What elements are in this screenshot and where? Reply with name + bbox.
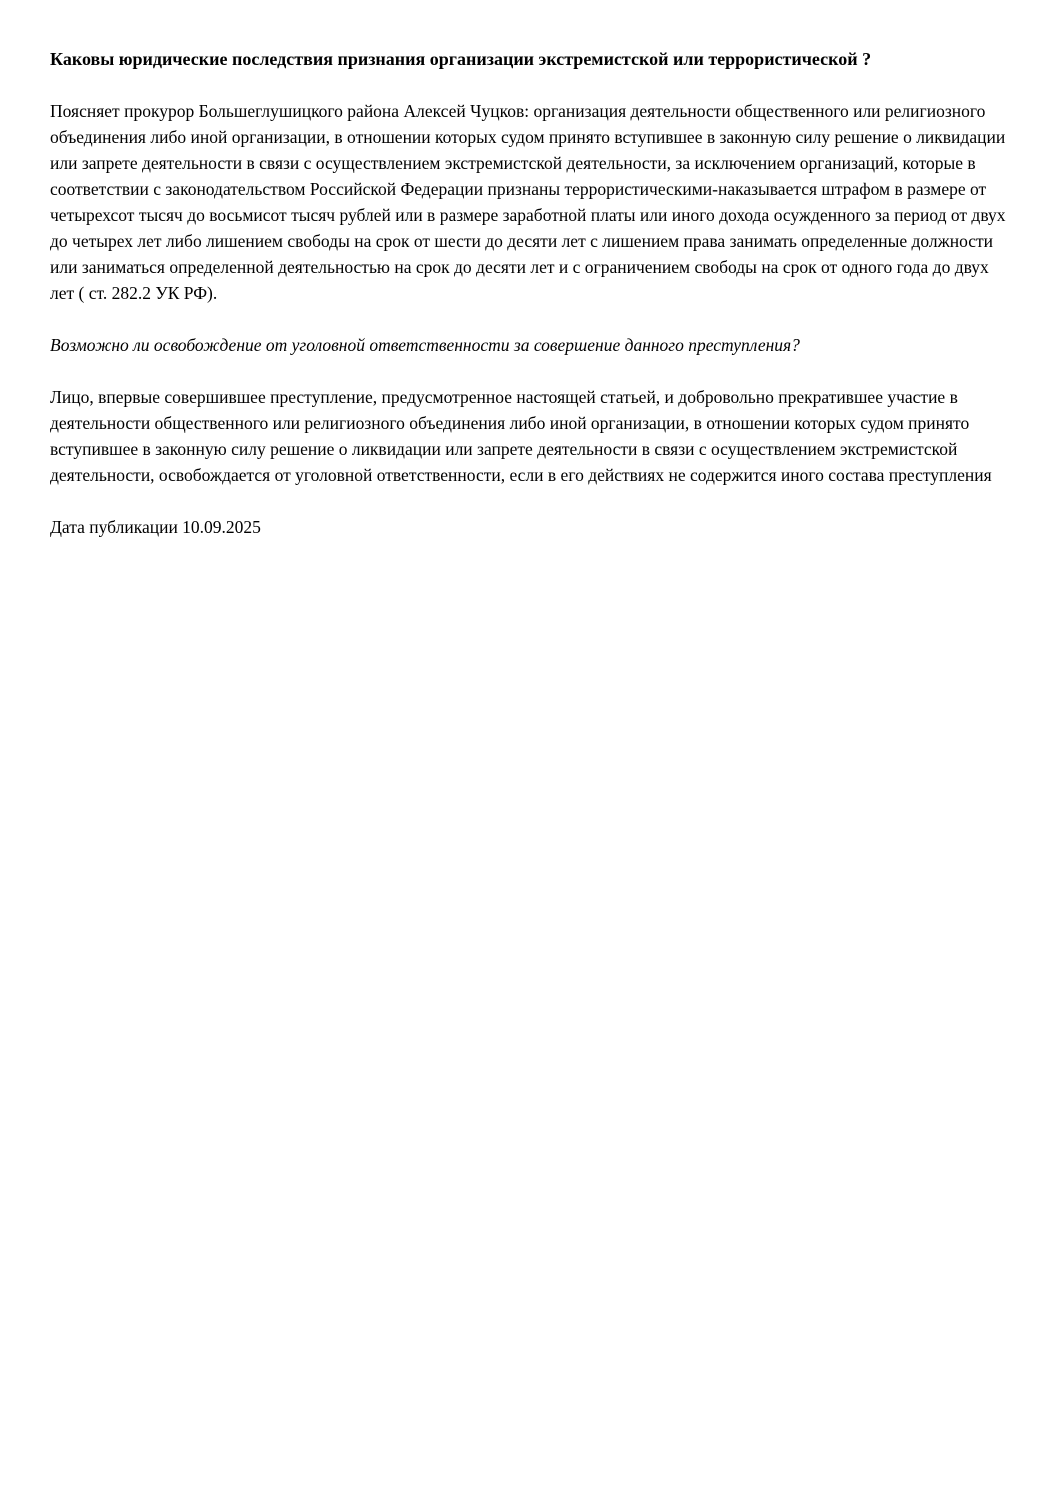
publication-date: Дата публикации 10.09.2025 <box>50 517 261 537</box>
followup-question: Возможно ли освобождение от уголовной ответственности за совершение данного преступления? <box>50 335 800 355</box>
document-title: Каковы юридические последствия признания организации экстремистской или террористической ? <box>50 49 872 69</box>
answer-paragraph: Поясняет прокурор Большеглушицкого района Алексей Чуцков: организация деятельности общественного или религиозного объединения либо иной организации, в отношении которых судом принято вступившее в законную силу решение о ликвидации или запрете деятельности в связи с осуществлением экстремистской деятельности, за исключением организаций, которые в соответствии с законодательством Российской Федерации признаны террористическими-наказывается штрафом в размере от четырехсот тысяч до восьмисот тысяч рублей или в размере заработной платы или иного дохода осужденного за период от двух до четырех лет либо лишением свободы на срок от шести до десяти лет с лишением права занимать определенные должности или заниматься определенной деятельностью на срок до десяти лет и с ограничением свободы на срок от одного года до двух лет ( ст. 282.2 УК РФ). <box>50 101 1006 303</box>
exemption-paragraph: Лицо, впервые совершившее преступление, предусмотренное настоящей статьей, и добровольно прекратившее участие в деятельности общественного или религиозного объединения либо иной организации, в отношении которых судом принято вступившее в законную силу решение о ликвидации или запрете деятельности в связи с осуществлением экстремистской деятельности, освобождается от уголовной ответственности, если в его действиях не содержится иного состава преступления <box>50 387 992 485</box>
